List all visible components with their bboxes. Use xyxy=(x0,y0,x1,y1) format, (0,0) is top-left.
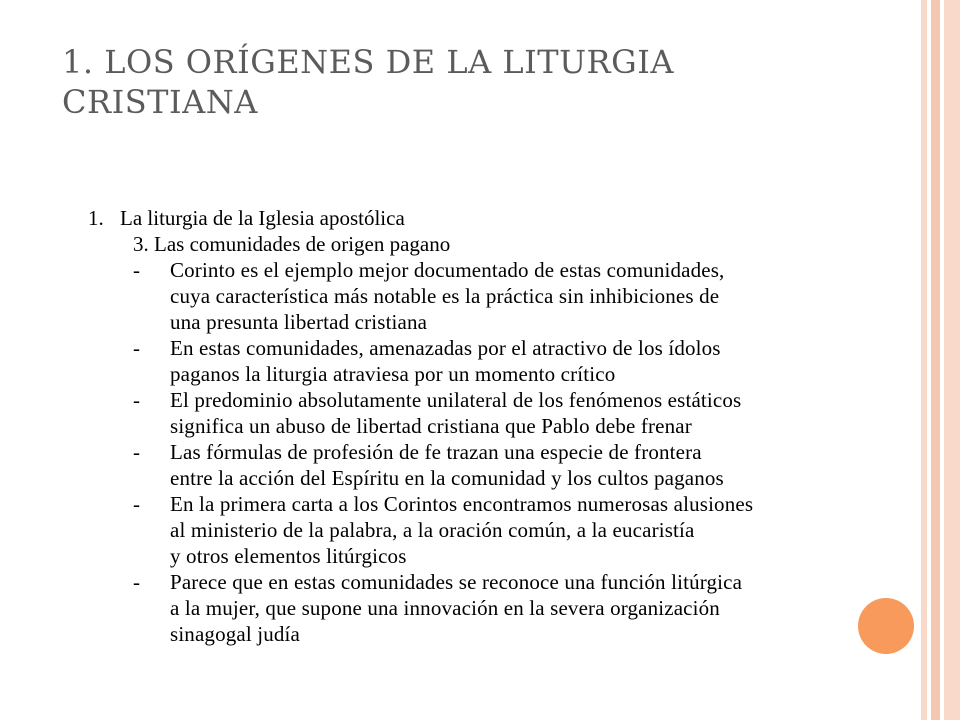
slide-title-line: CRISTIANA xyxy=(62,83,258,121)
bullet-item xyxy=(133,335,948,387)
section-label: La liturgia de la Iglesia apostólica xyxy=(120,206,405,230)
slide-title xyxy=(62,42,862,122)
slide-body xyxy=(88,205,948,647)
bullet-item xyxy=(133,569,948,647)
bullet-marker: - xyxy=(133,258,140,282)
bullet-item xyxy=(133,491,948,569)
section-heading xyxy=(88,205,948,231)
bullet-marker: - xyxy=(133,440,140,464)
bullet-marker: - xyxy=(133,388,140,412)
bullet-text: Corinto es el ejemplo mejor documentado de estas comunidades, cuya característica más notable es la práctica sin inhibiciones de una presunta libertad cristiana xyxy=(170,258,725,334)
bullet-item xyxy=(133,257,948,335)
subsection-heading: 3. Las comunidades de origen pagano xyxy=(133,232,451,256)
bullet-marker: - xyxy=(133,570,140,594)
section-number: 1. xyxy=(88,206,104,230)
bullet-text: Las fórmulas de profesión de fe trazan una especie de frontera entre la acción del Espíritu en la comunidad y los cultos paganos xyxy=(170,440,724,490)
bullet-marker: - xyxy=(133,336,140,360)
slide-title-line: 1. LOS ORÍGENES DE LA LITURGIA xyxy=(62,43,674,81)
bullet-item xyxy=(133,439,948,491)
bullet-item xyxy=(133,387,948,439)
bullet-list xyxy=(133,257,948,647)
bullet-marker: - xyxy=(133,492,140,516)
bullet-text: El predominio absolutamente unilateral de los fenómenos estáticos significa un abuso de libertad cristiana que Pablo debe frenar xyxy=(170,388,742,438)
bullet-text: Parece que en estas comunidades se reconoce una función litúrgica a la mujer, que supone una innovación en la severa organización sinagogal judía xyxy=(170,570,743,646)
bullet-text: En la primera carta a los Corintos encontramos numerosas alusiones al ministerio de la palabra, a la oración común, a la eucaristía y otros elementos litúrgicos xyxy=(170,492,754,568)
bullet-text: En estas comunidades, amenazadas por el atractivo de los ídolos paganos la liturgia atraviesa por un momento crítico xyxy=(170,336,721,386)
decorative-circle xyxy=(858,598,914,654)
